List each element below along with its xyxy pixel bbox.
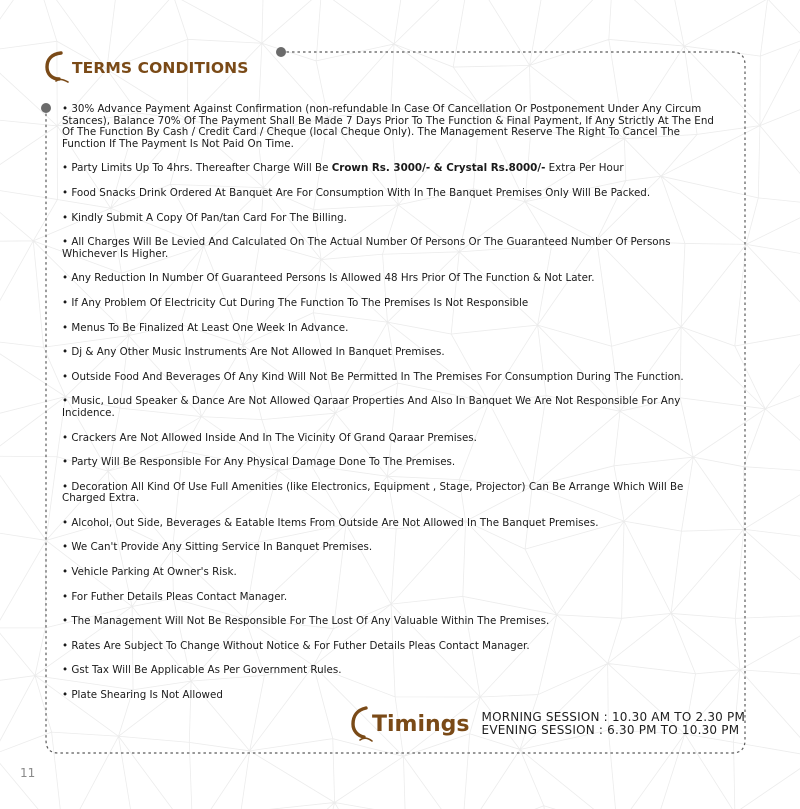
terms-list	[62, 104, 722, 702]
term-text: • Party Will Be Responsible For Any Physical Damage Done To The Premises.	[62, 456, 456, 469]
term-item	[62, 323, 722, 335]
term-text: • Food Snacks Drink Ordered At Banquet Are For Consumption With In The Banquet Premises Only Will Be Packed.	[62, 186, 651, 199]
term-text: • Crackers Are Not Allowed Inside And In The Vicinity Of Grand Qaraar Premises.	[62, 431, 477, 444]
term-item	[62, 616, 722, 628]
term-item	[62, 273, 722, 285]
term-text: • Dj & Any Other Music Instruments Are Not Allowed In Banquet Premises.	[62, 346, 445, 359]
morning-session: MORNING SESSION : 10.30 AM TO 2.30 PM	[481, 709, 745, 724]
term-text: Extra Per Hour	[545, 162, 624, 175]
term-item	[62, 237, 722, 260]
page-number: 11	[20, 766, 36, 780]
term-item	[62, 592, 722, 604]
term-text: • Vehicle Parking At Owner's Risk.	[62, 566, 237, 579]
brand-q-icon	[44, 50, 70, 84]
timings-block	[350, 704, 745, 744]
term-text: • Music, Loud Speaker & Dance Are Not Allowed Qaraar Properties And Also In Banquet We Are Not Responsible For Any Incidence.	[62, 395, 681, 419]
term-item	[62, 372, 722, 384]
term-text: • Plate Shearing Is Not Allowed	[62, 689, 223, 702]
term-item	[62, 567, 722, 579]
term-text: • Outside Food And Beverages Of Any Kind Will Not Be Permitted In The Premises For Consumption During The Function.	[62, 370, 684, 383]
term-text: • All Charges Will Be Levied And Calculated On The Actual Number Of Persons Or The Guaranteed Number Of Persons Whichever Is Higher.	[62, 236, 671, 260]
sessions	[482, 711, 745, 738]
term-item	[62, 213, 722, 225]
term-item	[62, 518, 722, 530]
term-item	[62, 396, 722, 419]
term-item	[62, 347, 722, 359]
term-item	[62, 298, 722, 310]
term-text: • 30% Advance Payment Against Confirmation (non-refundable In Case Of Cancellation Or Postponement Under Any Circum Stances), Balance 70% Of The Payment Shall Be Made 7 Days Prior To The Function & Final Payment, If Any Strictly At The End Of The Function By Cash / Credit Card / Cheque (local Cheque Only). The Management Reserve The Right To Cancel The Function If The Payment Is Not Paid On Time.	[62, 103, 714, 150]
term-item	[62, 457, 722, 469]
timings-label: Timings	[372, 711, 470, 737]
term-text: • Decoration All Kind Of Use Full Amenities (like Electronics, Equipment , Stage, Projector) Can Be Arrange Which Will Be Charged Extra.	[62, 480, 684, 505]
evening-session: EVENING SESSION : 6.30 PM TO 10.30 PM	[481, 723, 740, 737]
section-heading	[44, 50, 249, 84]
page-title: TERMS CONDITIONS	[72, 59, 249, 77]
frame-dot-left	[41, 103, 51, 113]
term-text: • Any Reduction In Number Of Guaranteed Persons Is Allowed 48 Hrs Prior Of The Function & Not Later.	[62, 272, 595, 285]
frame-dot-top	[276, 47, 286, 57]
term-item	[62, 104, 722, 150]
term-item	[62, 665, 722, 677]
term-text: • Kindly Submit A Copy Of Pan/tan Card For The Billing.	[62, 211, 347, 224]
term-text: • Party Limits Up To 4hrs. Thereafter Charge Will Be	[62, 162, 332, 175]
term-text: • Alcohol, Out Side, Beverages & Eatable Items From Outside Are Not Allowed In The Banquet Premises.	[62, 516, 599, 529]
term-highlight: Crown Rs. 3000/- & Crystal Rs.8000/-	[331, 162, 546, 175]
term-text: • Gst Tax Will Be Applicable As Per Government Rules.	[62, 664, 342, 677]
term-text: • Rates Are Subject To Change Without Notice & For Futher Details Pleas Contact Manager.	[62, 639, 530, 652]
term-text: • If Any Problem Of Electricity Cut During The Function To The Premises Is Not Responsible	[62, 296, 529, 309]
term-item	[62, 163, 722, 175]
term-text: • Menus To Be Finalized At Least One Week In Advance.	[62, 321, 349, 334]
term-text: • We Can't Provide Any Sitting Service In Banquet Premises.	[62, 541, 373, 554]
term-item	[62, 482, 722, 505]
term-item	[62, 433, 722, 445]
term-item	[62, 690, 722, 702]
term-text: • The Management Will Not Be Responsible For The Lost Of Any Valuable Within The Premises.	[62, 615, 550, 628]
term-item	[62, 188, 722, 200]
brand-q-icon-small	[350, 705, 374, 743]
term-text: • For Futher Details Pleas Contact Manager.	[62, 590, 288, 603]
term-item	[62, 542, 722, 554]
term-item	[62, 641, 722, 653]
